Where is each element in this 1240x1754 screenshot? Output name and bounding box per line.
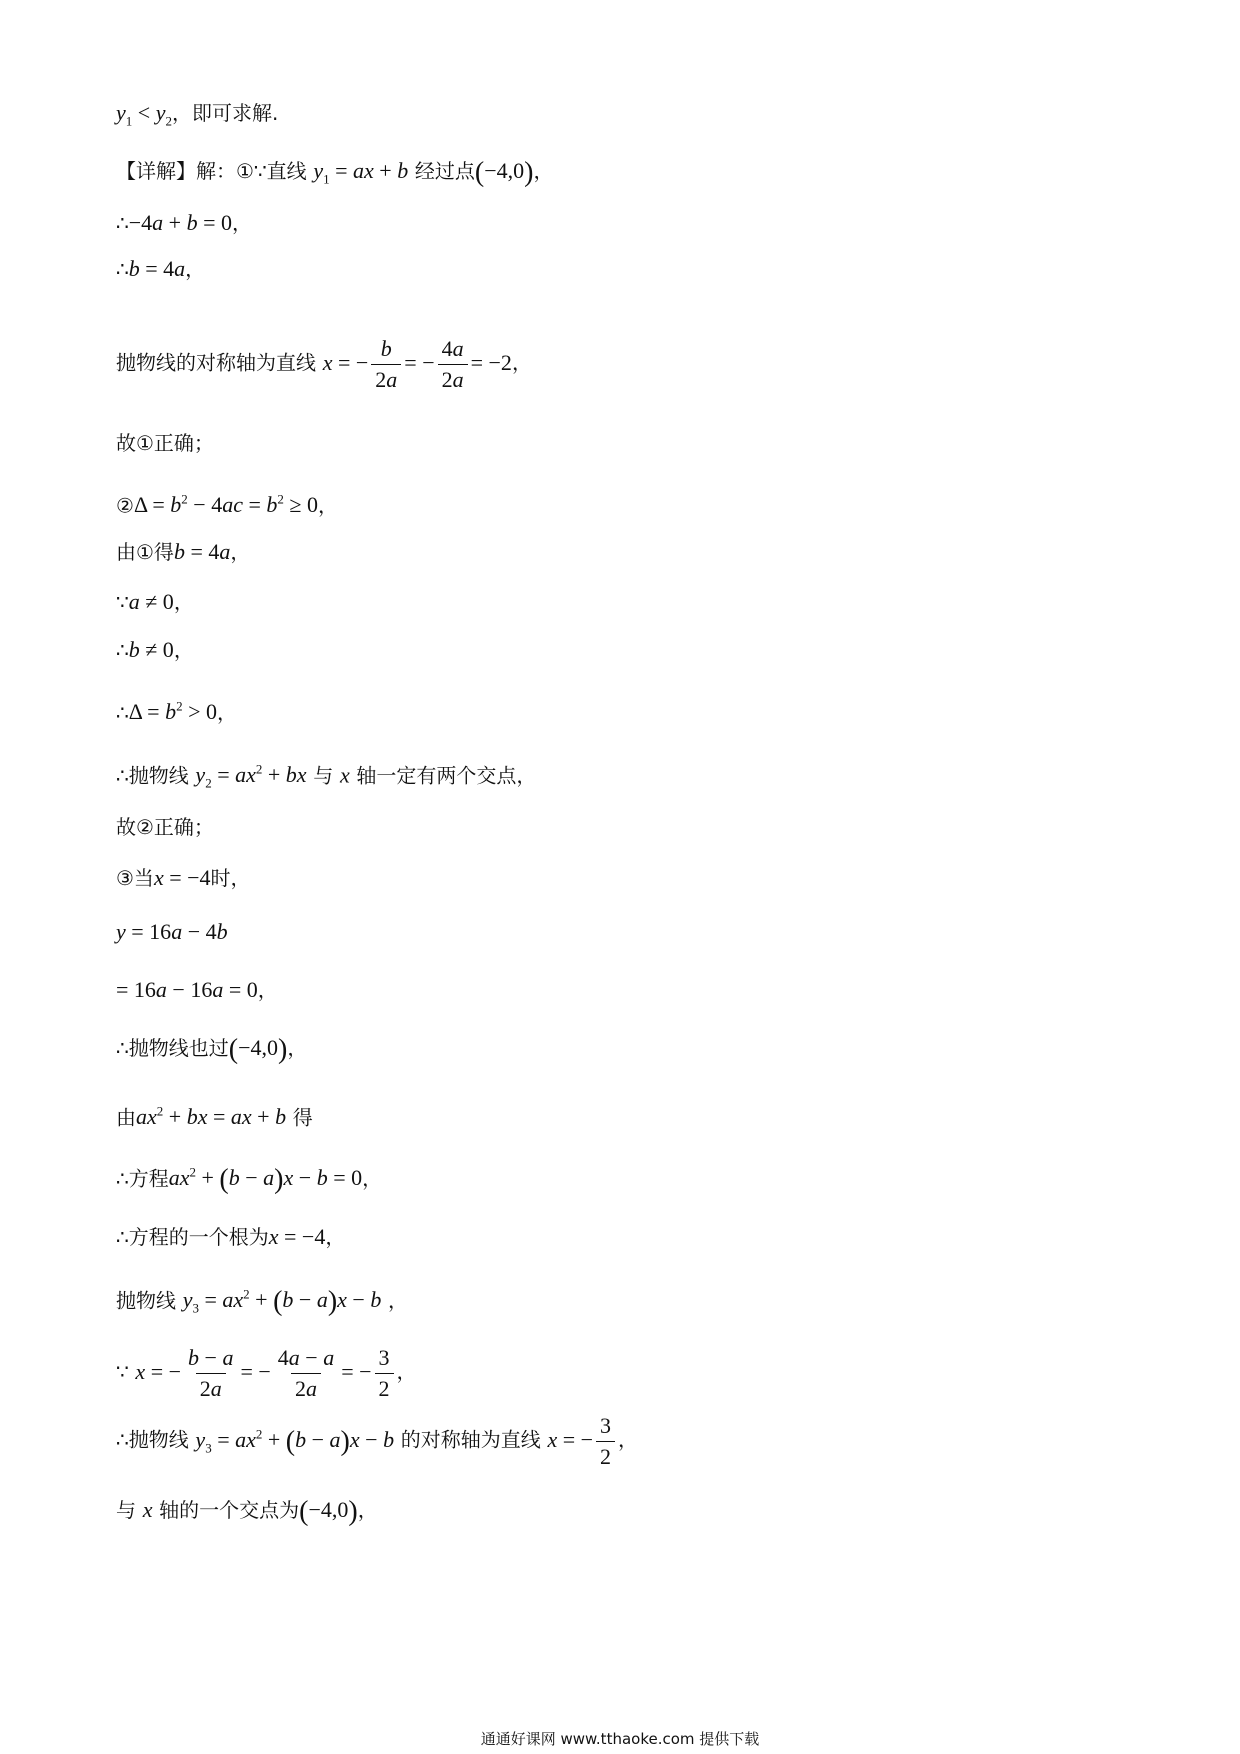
line-22: ∵ x = − $\frac{b - a}{2a}$ = − $\frac{4a - a}{2a}$ = − $\frac{3}{2}$ ， bbox=[116, 1345, 417, 1401]
line-6: 故①正确； bbox=[116, 431, 214, 455]
math-eq: y = 16a − 4b bbox=[116, 919, 228, 944]
line-7: ②Δ = $b^2 - 4ac = b^2 \ge 0$， bbox=[116, 492, 338, 518]
line-14: ③当x = −4时， bbox=[116, 865, 251, 890]
math-eq: b = 4a bbox=[128, 256, 186, 281]
math-eq: $ax^2$ + bx = ax + b bbox=[136, 1104, 287, 1130]
line-10: ∴b ≠ 0， bbox=[116, 637, 194, 662]
line-18: 由$ax^2$ + bx = ax + b 得 bbox=[116, 1104, 313, 1130]
math-axis: x = − $\frac{b}{2a}$ = − $\frac{4a}{2a}$ = −2 bbox=[322, 336, 512, 392]
line-5: 抛物线的对称轴为直线 x = − $\frac{b}{2a}$ = − $\frac{4a}{2a}$ = −2， bbox=[116, 336, 532, 392]
math-parabola: $y_3 = ax^2 + (b - a)x - b$ bbox=[195, 1425, 395, 1457]
math-axis: x = − $\frac{b - a}{2a}$ = − $\frac{4a - a}{2a}$ = − $\frac{3}{2}$ bbox=[135, 1359, 396, 1384]
line-23: ∴抛物线 $y_3 = ax^2 + (b - a)x - b$ 的对称轴为直线 x = − $\frac{3}{2}$ ， bbox=[116, 1413, 639, 1469]
footer-watermark: 通通好课网 www.tthaoke.com 提供下载 bbox=[480, 1730, 760, 1748]
math-point: (−4,0) bbox=[474, 157, 534, 188]
math-discriminant: $\Delta = b^2 > 0$ bbox=[128, 699, 217, 725]
math-neq: b ≠ 0 bbox=[128, 637, 174, 662]
math-eq: −4a + b = 0 bbox=[128, 210, 232, 235]
line-3: ∴−4a + b = 0， bbox=[116, 210, 252, 235]
math-parabola: $y_3 = ax^2 + (b - a)x - b$ bbox=[182, 1286, 382, 1318]
line-13: 故②正确； bbox=[116, 815, 214, 839]
math-eq: = 16a − 16a = 0 bbox=[116, 977, 258, 1002]
math-equation: $ax^2 + (b - a)x - b = 0$ bbox=[168, 1164, 363, 1196]
line-17: ∴抛物线也过(−4,0)， bbox=[116, 1034, 308, 1065]
line-1: $y_1 < y_2$，即可求解. bbox=[116, 100, 279, 129]
math-line-eq: $y_1$ = ax + b bbox=[313, 158, 409, 187]
line-20: ∴方程的一个根为x = −4， bbox=[116, 1224, 346, 1249]
line-9: ∵a ≠ 0， bbox=[116, 589, 194, 614]
math-point: (−4,0) bbox=[228, 1034, 288, 1065]
line-16: = 16a − 16a = 0， bbox=[116, 977, 278, 1002]
math-axis: x = − $\frac{3}{2}$ bbox=[547, 1427, 618, 1452]
math-eq: x = −4 bbox=[153, 865, 211, 890]
line-21: 抛物线 $y_3 = ax^2 + (b - a)x - b$ ， bbox=[116, 1286, 409, 1318]
line-19: ∴方程$ax^2 + (b - a)x - b = 0$， bbox=[116, 1164, 383, 1196]
line-8: 由①得b = 4a， bbox=[116, 539, 251, 564]
line-12: ∴抛物线 $y_2 = ax^2$ + bx 与 x 轴一定有两个交点， bbox=[116, 762, 537, 791]
math-neq: a ≠ 0 bbox=[128, 589, 174, 614]
line-24: 与 x 轴的一个交点为(−4,0)， bbox=[116, 1496, 378, 1527]
math-eq: b = 4a bbox=[173, 539, 231, 564]
math-parabola: $y_2 = ax^2$ + bx bbox=[195, 762, 307, 791]
math-eq: x = −4 bbox=[268, 1224, 326, 1249]
math-inequality: $y_1 < y_2$ bbox=[116, 100, 172, 129]
math-discriminant: $\Delta = b^2 - 4ac = b^2 \ge 0$ bbox=[133, 492, 318, 518]
line-11: ∴Δ = $b^2 > 0$， bbox=[116, 699, 237, 725]
math-point: (−4,0) bbox=[299, 1496, 358, 1527]
line-2: 【详解】解：①∵直线 $y_1$ = ax + b 经过点(−4,0)， bbox=[116, 157, 554, 188]
line-15 bbox=[116, 917, 228, 947]
line-4: ∴b = 4a， bbox=[116, 256, 206, 281]
